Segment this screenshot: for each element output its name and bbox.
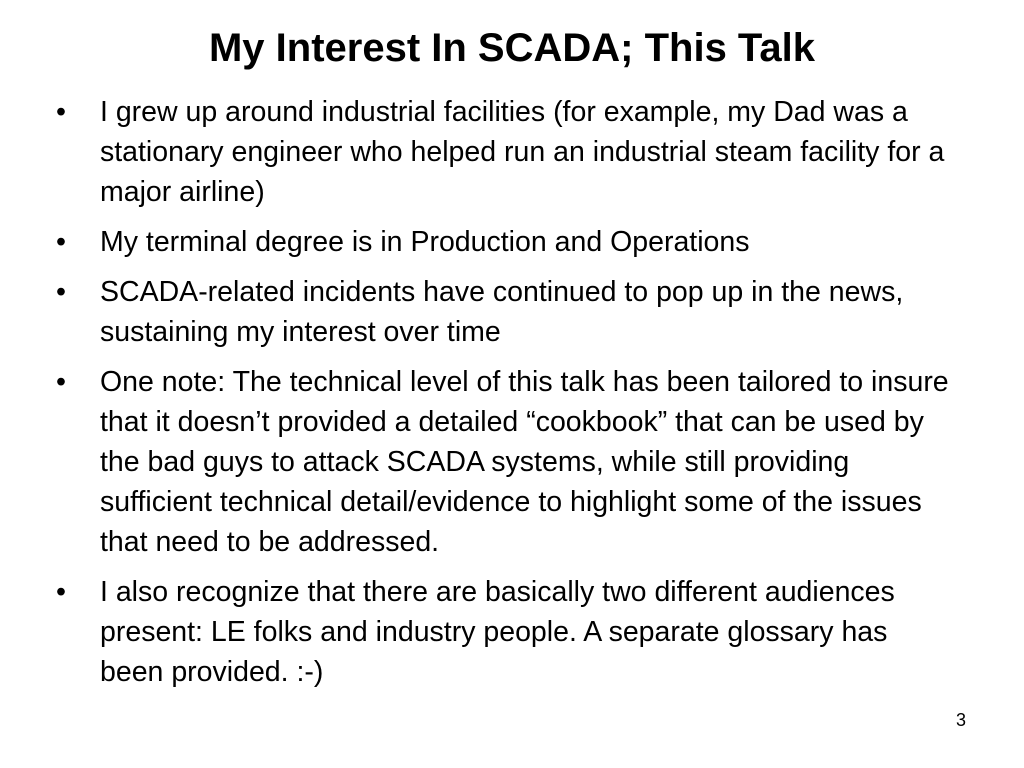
bullet-text: I grew up around industrial facilities (for example, my Dad was a stationary engineer who helped run an industrial steam facility for a major airline) — [100, 96, 945, 208]
bullet-text: My terminal degree is in Production and Operations — [100, 226, 750, 258]
bullet-text: One note: The technical level of this talk has been tailored to insure that it doesn’t provided a detailed “cookbook” that can be used by the bad guys to attack SCADA systems, while still providing sufficient technical detail/evidence to highlight some of the issues that need to be addressed. — [100, 366, 949, 558]
bullet-point-icon: • — [56, 96, 66, 128]
bullet-item — [56, 222, 956, 262]
page-number: 3 — [955, 710, 966, 730]
bullet-point-icon: • — [56, 576, 66, 608]
bullet-text: SCADA-related incidents have continued to pop up in the news, sustaining my interest over time — [100, 276, 904, 348]
bullet-point-icon: • — [56, 276, 66, 308]
bullet-item — [56, 362, 956, 562]
bullet-item — [56, 572, 956, 692]
bullet-point-icon: • — [56, 366, 66, 398]
bullet-text: I also recognize that there are basically two different audiences present: LE folks and industry people. A separate glossary has been provided. :-) — [100, 576, 895, 688]
bullet-item — [56, 92, 956, 212]
bullet-item — [56, 272, 956, 352]
slide-title: My Interest In SCADA; This Talk — [208, 26, 815, 70]
bullet-point-icon: • — [56, 226, 66, 258]
bullet-list — [56, 92, 956, 702]
